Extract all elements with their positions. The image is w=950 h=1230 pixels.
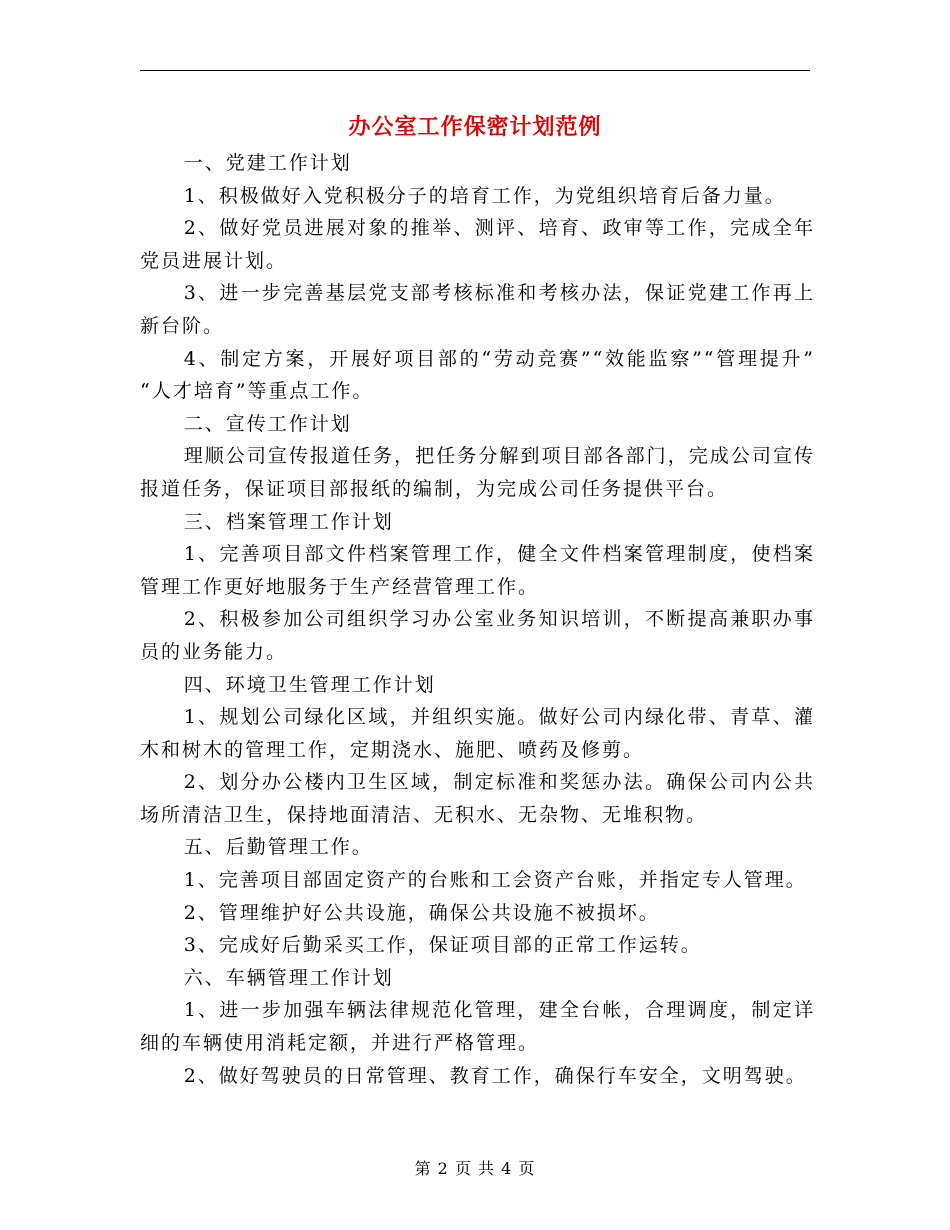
paragraph: 2、积极参加公司组织学习办公室业务知识培训，不断提高兼职办事员的业务能力。 — [140, 608, 815, 663]
paragraph: 1、完善项目部固定资产的台账和工会资产台账，并指定专人管理。 — [183, 869, 807, 892]
paragraph: 2、管理维护好公共设施，确保公共设施不被损坏。 — [183, 901, 660, 924]
section-heading-archives: 三、档案管理工作计划 — [183, 510, 394, 533]
document-title: 办公室工作保密计划范例 — [348, 114, 602, 140]
header-rule — [140, 70, 810, 71]
paragraph: 1、规划公司绿化区域，并组织实施。做好公司内绿化带、青草、灌木和树木的管理工作，定期浇水、施肥、喷药及修剪。 — [140, 706, 815, 761]
paragraph: 2、做好党员进展对象的推举、测评、培育、政审等工作，完成全年党员进展计划。 — [140, 217, 815, 272]
document-body — [140, 147, 815, 1092]
page-number-footer: 第 2 页 共 4 页 — [414, 1159, 536, 1178]
paragraph: 3、进一步完善基层党支部考核标准和考核办法，保证党建工作再上新台阶。 — [140, 282, 815, 337]
paragraph: 2、做好驾驶员的日常管理、教育工作，确保行车安全，文明驾驶。 — [183, 1064, 807, 1087]
paragraph: 1、积极做好入党积极分子的培育工作，为党组织培育后备力量。 — [183, 184, 786, 207]
paragraph: 1、进一步加强车辆法律规范化管理，建全台帐，合理调度，制定详细的车辆使用消耗定额，并进行严格管理。 — [140, 999, 815, 1055]
paragraph: 3、完成好后勤采买工作，保证项目部的正常工作运转。 — [183, 934, 702, 957]
section-heading-logistics: 五、后勤管理工作。 — [183, 836, 373, 859]
paragraph: 1、完善项目部文件档案管理工作，健全文件档案管理制度，使档案管理工作更好地服务于生产经营管理工作。 — [140, 543, 815, 598]
section-heading-environment: 四、环境卫生管理工作计划 — [183, 673, 436, 696]
paragraph: 4、制定方案，开展好项目部的“劳动竞赛”“效能监察”“管理提升” “人才培育”等重点工作。 — [140, 347, 815, 403]
section-heading-party-building: 一、党建工作计划 — [183, 152, 352, 174]
paragraph: 2、划分办公楼内卫生区域，制定标准和奖惩办法。确保公司内公共场所清洁卫生，保持地面清洁、无积水、无杂物、无堆积物。 — [140, 771, 815, 826]
section-heading-vehicles: 六、车辆管理工作计划 — [183, 966, 394, 989]
paragraph: 理顺公司宣传报道任务，把任务分解到项目部各部门，完成公司宣传报道任务，保证项目部报纸的编制，为完成公司任务提供平台。 — [140, 445, 815, 500]
section-heading-publicity: 二、宣传工作计划 — [183, 412, 352, 435]
